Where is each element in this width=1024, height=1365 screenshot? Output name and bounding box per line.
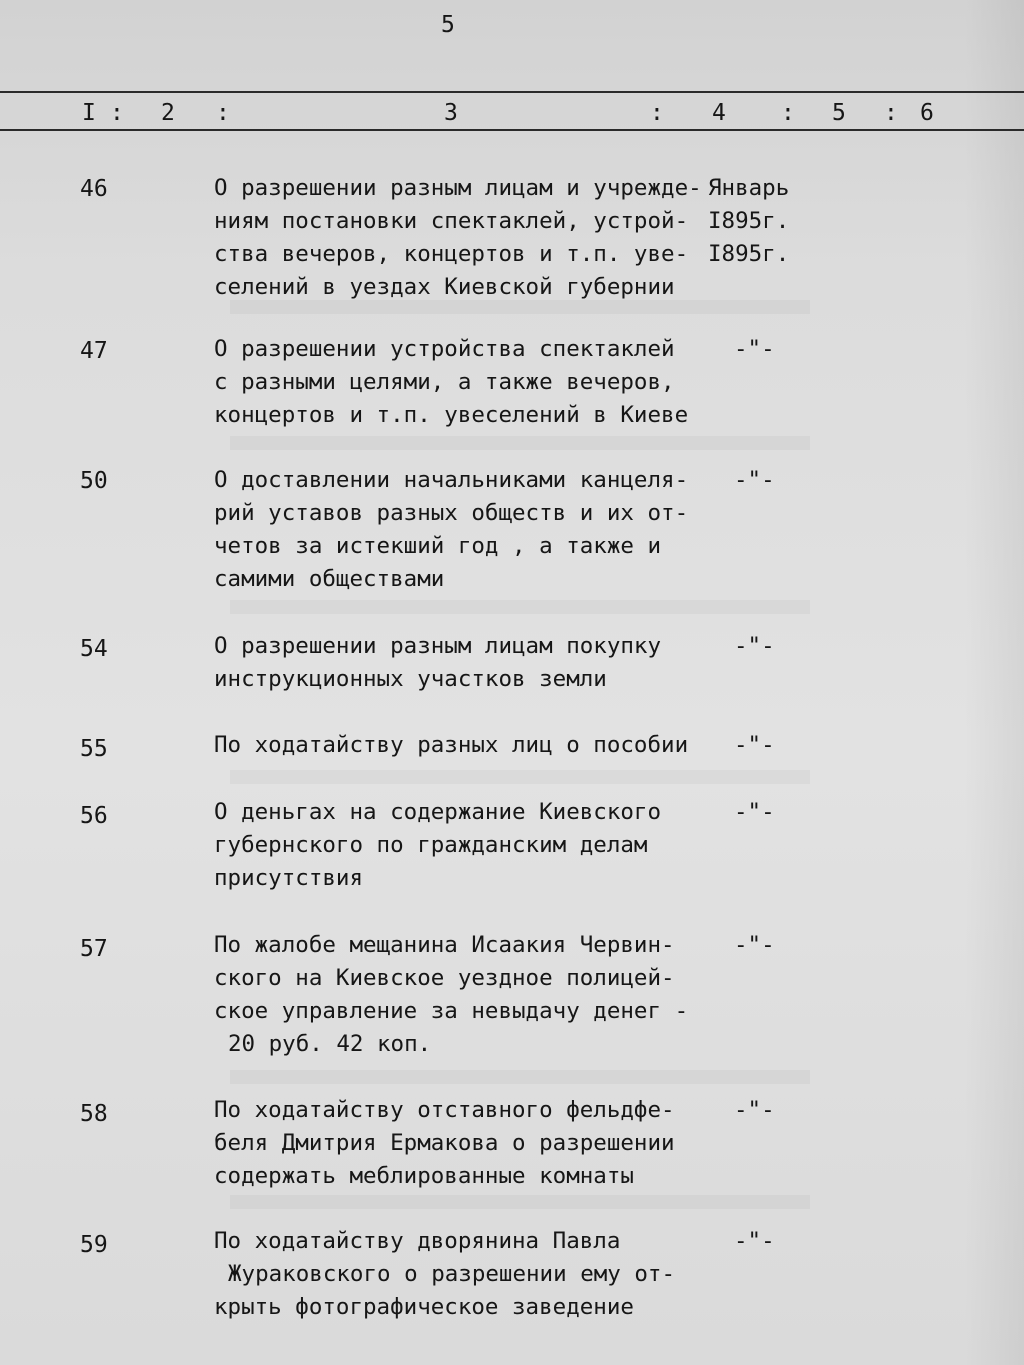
entry-title-line: инструкционных участков земли <box>214 666 607 692</box>
entry-date-line: -"- <box>734 732 775 758</box>
column-header-3: 3 <box>444 100 458 126</box>
entry-title-line: четов за истекший год , а также и <box>214 533 662 559</box>
column-separator: : <box>781 100 795 126</box>
entry-date <box>734 929 775 962</box>
entry-number: 47 <box>80 338 108 364</box>
entry-date-line: -"- <box>734 336 775 362</box>
entry-date-line: I895г. <box>708 241 790 267</box>
entry-date <box>734 796 775 829</box>
entry-date <box>734 630 775 663</box>
entry-title-line: О разрешении разным лицам покупку <box>214 633 662 659</box>
entry-title-line: ского на Киевское уездное полицей- <box>214 965 675 991</box>
entry-number: 46 <box>80 176 108 202</box>
entry-title-line: Жураковского о разрешении ему от- <box>228 1261 676 1287</box>
entry-title-line: По ходатайству дворянина Павла <box>214 1228 621 1254</box>
entry-number: 56 <box>80 803 108 829</box>
entry-title-line: губернского по гражданским делам <box>214 832 648 858</box>
entry-date <box>708 172 789 271</box>
entry-title-line: ское управление за невыдачу денег - <box>214 998 689 1024</box>
bleed-through-text <box>230 1195 810 1209</box>
bleed-through-text <box>230 600 810 614</box>
entry-title-line: концертов и т.п. увеселений в Киеве <box>214 402 689 428</box>
entry-date <box>734 464 775 497</box>
entry-title-line: ства вечеров, концертов и т.п. уве- <box>214 241 689 267</box>
column-separator: : <box>216 100 230 126</box>
entry-title <box>214 796 661 895</box>
entry-title <box>214 630 661 696</box>
entry-title-line: селений в уездах Киевской губернии <box>214 274 675 300</box>
header-rule-top <box>0 91 1024 93</box>
entry-date-line: -"- <box>734 633 775 659</box>
column-header-1: I <box>82 100 96 126</box>
entry-title <box>214 464 688 596</box>
entry-date-line: -"- <box>734 467 775 493</box>
entry-number: 55 <box>80 736 108 762</box>
column-header-2: 2 <box>161 100 175 126</box>
bleed-through-text <box>230 436 810 450</box>
entry-number: 50 <box>80 468 108 494</box>
entry-number: 54 <box>80 636 108 662</box>
entry-title <box>214 333 688 432</box>
column-header-5: 5 <box>832 100 846 126</box>
entry-date-line: -"- <box>734 1097 775 1123</box>
entry-title-line: содержать меблированные комнаты <box>214 1163 634 1189</box>
column-header-4: 4 <box>712 100 726 126</box>
column-separator: : <box>884 100 898 126</box>
entry-date <box>734 1094 775 1127</box>
entry-title-line: По ходатайству разных лиц о пособии <box>214 732 689 758</box>
entry-title-line: беля Дмитрия Ермакова о разрешении <box>214 1130 675 1156</box>
page-shadow <box>964 0 1024 1365</box>
column-header-6: 6 <box>920 100 934 126</box>
entry-title-line: самими обществами <box>214 566 445 592</box>
entry-date <box>734 333 775 366</box>
entry-title <box>214 1225 675 1324</box>
entry-date-line: -"- <box>734 1228 775 1254</box>
entry-number: 58 <box>80 1101 108 1127</box>
entry-title-line: крыть фотографическое заведение <box>214 1294 634 1320</box>
entry-title-line: О доставлении начальниками канцеля- <box>214 467 689 493</box>
entry-date-line: I895г. <box>708 208 790 234</box>
bleed-through-text <box>230 770 810 784</box>
entry-number: 59 <box>80 1232 108 1258</box>
entry-date-line: Январь <box>708 175 790 201</box>
entry-title <box>214 929 688 1061</box>
entry-date-line: -"- <box>734 932 775 958</box>
entry-title-line: присутствия <box>214 865 364 891</box>
entry-title-line: рий уставов разных обществ и их от- <box>214 500 689 526</box>
column-separator: : <box>110 100 124 126</box>
entry-title-line: с разными целями, а также вечеров, <box>214 369 675 395</box>
entry-title-line: О деньгах на содержание Киевского <box>214 799 662 825</box>
entry-date <box>734 1225 775 1258</box>
entry-title-line: По жалобе мещанина Исаакия Червин- <box>214 932 675 958</box>
entry-title-line: О разрешении устройства спектаклей <box>214 336 675 362</box>
entry-title <box>214 729 688 762</box>
entry-title <box>214 172 702 304</box>
entry-number: 57 <box>80 936 108 962</box>
entry-title-line: 20 руб. 42 коп. <box>228 1031 432 1057</box>
page-number: 5 <box>441 12 455 38</box>
entry-title-line: ниям постановки спектаклей, устрой- <box>214 208 689 234</box>
header-rule-bottom <box>0 129 1024 131</box>
entry-date <box>734 729 775 762</box>
entry-date-line: -"- <box>734 799 775 825</box>
entry-title <box>214 1094 675 1193</box>
entry-title-line: О разрешении разным лицам и учрежде- <box>214 175 702 201</box>
bleed-through-text <box>230 1070 810 1084</box>
entry-title-line: По ходатайству отставного фельдфе- <box>214 1097 675 1123</box>
column-separator: : <box>650 100 664 126</box>
